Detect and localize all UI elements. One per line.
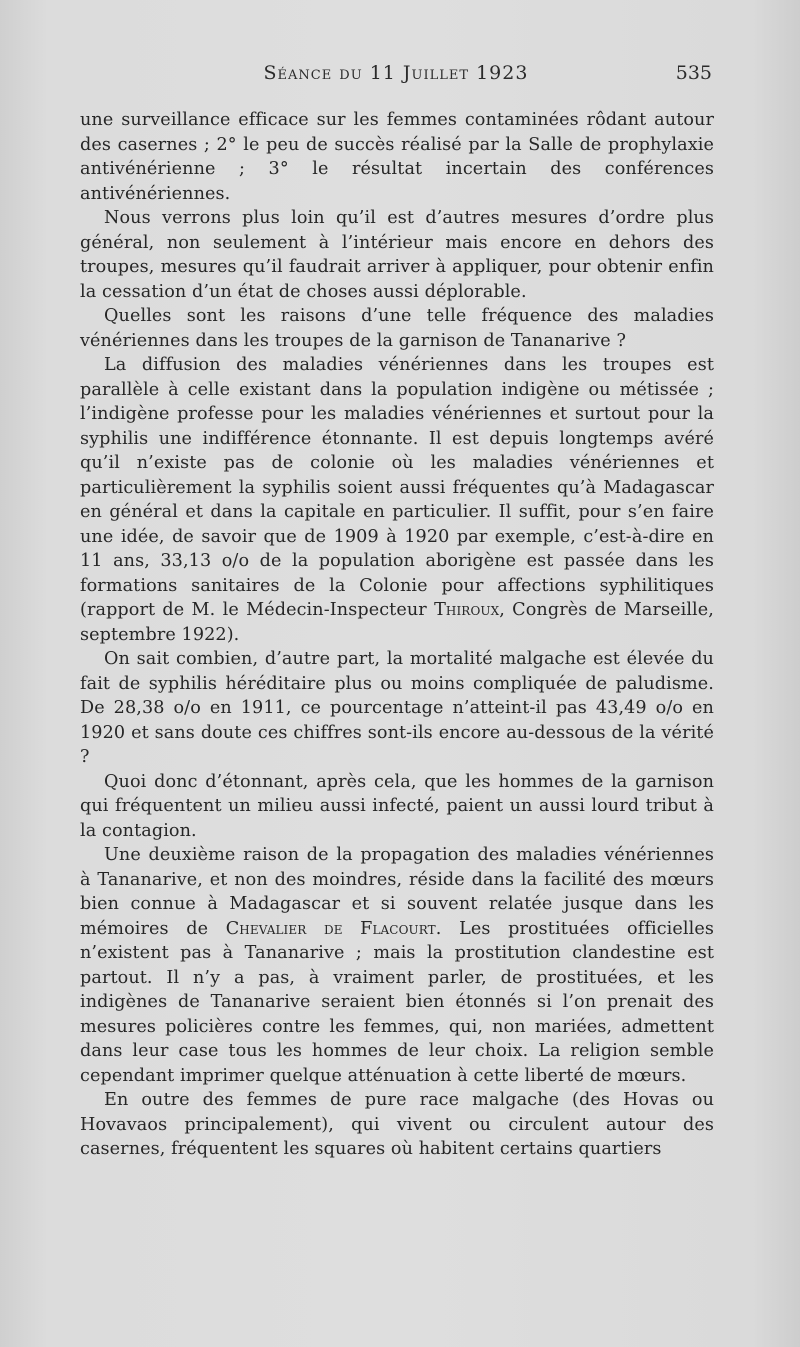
paragraph [80,353,714,647]
text-span: On sait combien, d’autre part, la mortalité malgache est élevée du fait de syphilis héréditaire plus ou moins compliquée de paludisme. De 28,38 o/o en 1911, ce pourcentage n’atteint-il pas 43,49 o/o en 1920 et sans doute ces chiffres sont-ils encore au-dessous de la vérité ? [80,649,714,767]
text-span: Une deuxième raison de la propagation des maladies vénériennes à Tananarive, et non des moindres, réside dans la facilité des mœurs bien connue à Madagascar et si souvent relatée jusque dans les mémoires de [80,845,714,939]
paragraph [80,647,714,770]
text-span: Nous verrons plus loin qu’il est d’autres mesures d’ordre plus général, non seulement à l’intérieur mais encore en dehors des troupes, mesures qu’il faudrait arriver à appliquer, pour obtenir enfin la cessation d’un état de choses aussi déplorable. [80,208,714,302]
text-span: En outre des femmes de pure race malgache (des Hovas ou Hovavaos principalement), qui vivent ou circulent autour des casernes, fréquentent les squares où habitent certains quartiers [80,1090,714,1159]
paragraph [80,770,714,844]
paragraph [80,108,714,206]
running-title: Séance du 11 Juillet 1923 [263,62,529,84]
author-name: Thiroux [434,600,500,620]
paragraph [80,843,714,1088]
paragraph [80,206,714,304]
running-head [80,62,712,90]
text-span: La diffusion des maladies vénériennes dans les troupes est parallèle à celle existant dans la population indigène ou métissée ; l’indigène professe pour les maladies vénériennes et surtout pour la syphilis une indifférence étonnante. Il est depuis longtemps avéré qu’il n’existe pas de colonie où les maladies vénériennes et particulièrement la syphilis soient aussi fréquentes qu’à Madagascar en général et dans la capitale en particulier. Il suffit, pour s’en faire une idée, de savoir que de 1909 à 1920 par exemple, c’est-à-dire en 11 ans, 33,13 o/o de la population aborigène est passée dans les formations sanitaires de la Colonie pour affections syphilitiques (rapport de M. le Médecin-Inspecteur [80,355,714,620]
page-number: 535 [675,62,712,84]
text-span: Quoi donc d’étonnant, après cela, que les hommes de la garnison qui fréquentent un milieu aussi infecté, paient un aussi lourd tribut à la contagion. [80,771,714,841]
text-span: . Les prostituées officielles n’existent pas à Tananarive ; mais la prostitution clandestine est partout. Il n’y a pas, à vraiment parler, de prostituées, et les indigènes de Tananarive seraient bien étonnés si l’on prenait des mesures policières contre les femmes, qui, non mariées, admettent dans leur case tous les hommes de leur choix. La religion semble cependant imprimer quelque atténuation à cette liberté de mœurs. [80,918,714,1086]
text-span: Quelles sont les raisons d’une telle fréquence des maladies vénériennes dans les troupes de la garnison de Tananarive ? [80,306,714,351]
author-name: Chevalier de Flacourt [225,918,436,939]
text-span: une surveillance efficace sur les femmes contaminées rôdant autour des casernes ; 2° le peu de succès réalisé par la Salle de prophylaxie antivénérienne ; 3° le résultat incertain des conférences antivénériennes. [80,110,714,204]
body-text [80,108,714,1162]
paragraph [80,304,714,353]
text-span: , Congrès de Marseille, septembre 1922). [80,600,714,645]
paragraph [80,1088,714,1162]
